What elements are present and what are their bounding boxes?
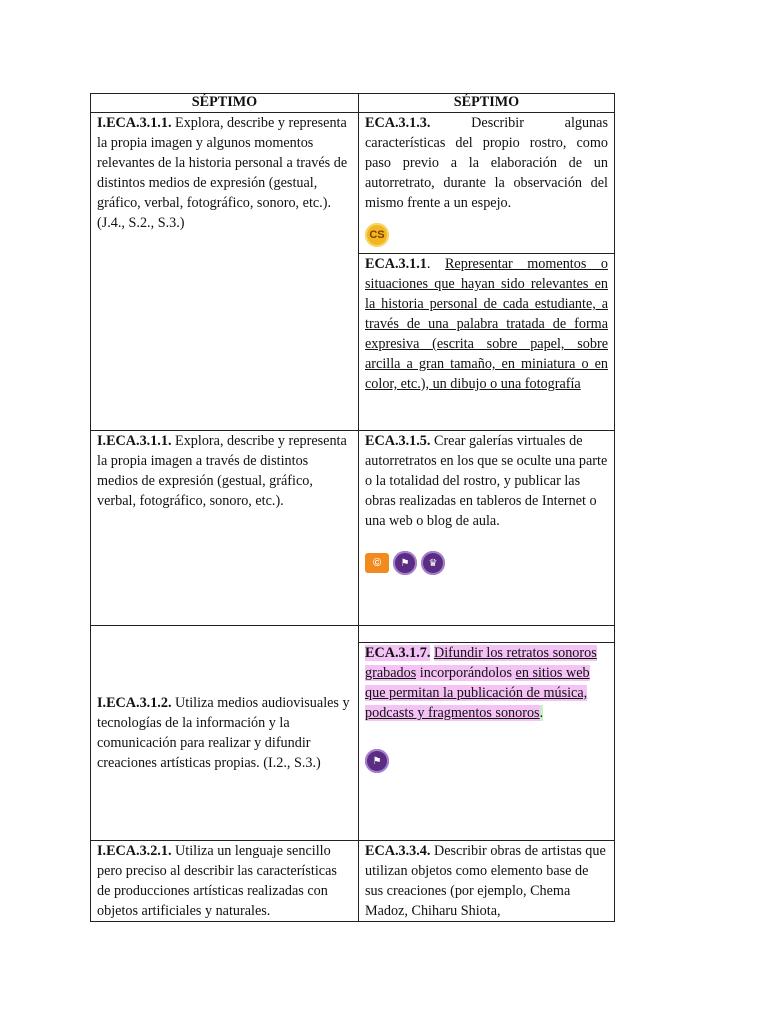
indicator-cell bbox=[91, 113, 359, 431]
indicator-code: I.ECA.3.1.2. bbox=[97, 695, 172, 711]
skill-text-highlight-1: Difundir los retratos sonoros grabados bbox=[365, 645, 597, 682]
purple-badge-icon[interactable]: ⚑ bbox=[393, 551, 417, 575]
table-row bbox=[91, 841, 615, 922]
indicator-text: Explora, describe y representa la propia imagen y algunos momentos relevantes de la historia personal a través de distintos medios de expresión (gestual, gráfico, verbal, fotográfico, sonoro, etc.). (J.4., S.2., S.3.) bbox=[97, 115, 348, 231]
resource-icons bbox=[365, 223, 608, 247]
resource-icons bbox=[365, 551, 608, 575]
monitor-badge-icon[interactable]: © bbox=[365, 553, 389, 573]
header-row bbox=[91, 94, 615, 113]
indicator-cell bbox=[91, 626, 359, 841]
skill-code: ECA.3.1.5. bbox=[365, 433, 431, 449]
empty-cell bbox=[359, 626, 615, 643]
indicator-cell bbox=[91, 431, 359, 626]
purple-badge-icon-3[interactable]: ⚑ bbox=[365, 749, 389, 773]
skill-text: Describir algunas características del propio rostro, como paso previo a la elaboración de un autorretrato, durante la observación del mismo frente a un espejo. bbox=[365, 115, 608, 211]
indicator-code: I.ECA.3.1.1. bbox=[97, 115, 172, 131]
indicator-cell bbox=[91, 841, 359, 922]
skill-cell bbox=[359, 643, 615, 841]
skill-cell bbox=[359, 841, 615, 922]
indicator-text: Explora, describe y representa la propia imagen a través de distintos medios de expresión (gestual, gráfico, verbal, fotográfico, sonoro, etc.). bbox=[97, 433, 347, 509]
table-row bbox=[91, 431, 615, 626]
skill-text-underlined: Representar momentos o situaciones que hayan sido relevantes en la historia personal de cada estudiante, a través de una palabra tratada de forma expresiva (escrita sobre papel, sobre arcilla a gran tamaño, en miniatura o en color, etc.), un dibujo o una fotografía bbox=[365, 256, 608, 392]
skill-cell bbox=[359, 431, 615, 626]
indicator-text: Utiliza medios audiovisuales y tecnologías de la información y la comunicación para realizar y difundir creaciones artísticas propias. (I.2., S.3.) bbox=[97, 695, 350, 771]
skill-code: ECA.3.1.1 bbox=[365, 256, 427, 272]
skill-text: Describir obras de artistas que utilizan objetos como elemento base de sus creaciones (por ejemplo, Chema Madoz, Chiharu Shiota, bbox=[365, 843, 606, 919]
skill-cell bbox=[359, 113, 615, 254]
table-row bbox=[91, 626, 615, 643]
cs-badge-icon[interactable]: CS bbox=[365, 223, 389, 247]
curriculum-table bbox=[90, 93, 615, 922]
skill-code: ECA.3.1.7. bbox=[365, 645, 431, 662]
indicator-code: I.ECA.3.2.1. bbox=[97, 843, 172, 859]
skill-code: ECA.3.1.3. bbox=[365, 115, 431, 131]
header-col2: SÉPTIMO bbox=[359, 94, 615, 113]
table-row bbox=[91, 113, 615, 254]
purple-badge-icon-2[interactable]: ♛ bbox=[421, 551, 445, 575]
indicator-code: I.ECA.3.1.1. bbox=[97, 433, 172, 449]
skill-text-end: . bbox=[539, 705, 544, 722]
skill-cell bbox=[359, 254, 615, 431]
resource-icons bbox=[365, 749, 608, 773]
skill-code: ECA.3.3.4. bbox=[365, 843, 431, 859]
indicator-text: Utiliza un lenguaje sencillo pero preciso al describir las características de producciones artísticas realizadas con objetos artificiales y naturales. bbox=[97, 843, 337, 919]
skill-text-highlight-3: en sitios web que permitan la publicación de música, podcasts y fragmentos sonoros bbox=[365, 665, 590, 722]
skill-text: Crear galerías virtuales de autorretratos en los que se oculte una parte o la totalidad del rostro, y publicar las obras realizadas en tableros de Internet o una web o blog de aula. bbox=[365, 433, 608, 529]
skill-text-2: incorporándolos bbox=[416, 665, 516, 682]
skill-dot: . bbox=[426, 256, 431, 272]
header-col1: SÉPTIMO bbox=[91, 94, 359, 113]
